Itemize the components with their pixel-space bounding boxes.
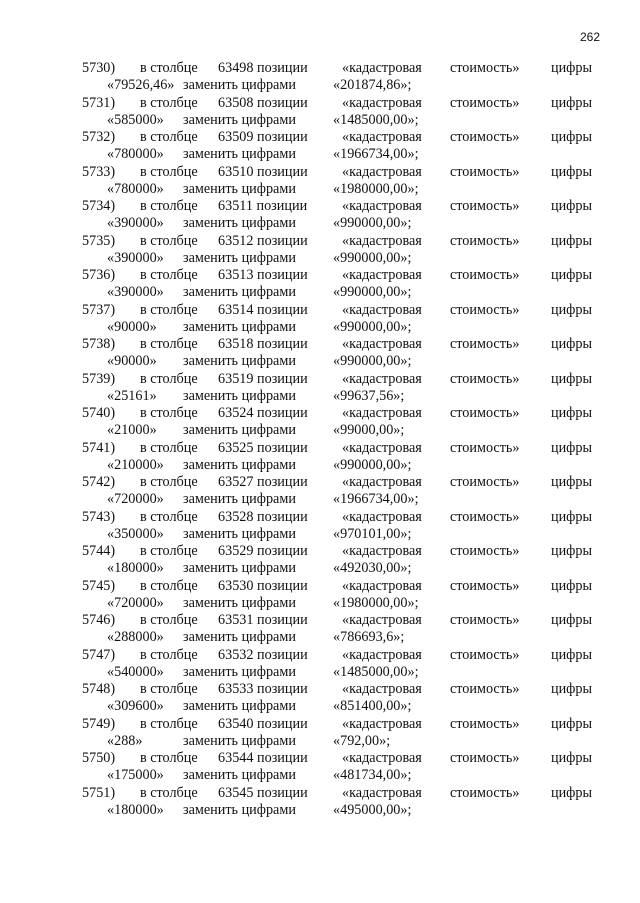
column-code: 63498 bbox=[218, 60, 254, 76]
amendment-list bbox=[0, 60, 640, 819]
cost-word: стоимость» bbox=[450, 232, 520, 249]
replace-text: заменить цифрами bbox=[183, 249, 296, 266]
cost-word: стоимость» bbox=[450, 474, 520, 490]
column-code: 63529 bbox=[218, 543, 254, 559]
cost-word: стоимость» bbox=[450, 543, 520, 559]
new-value: «990000,00»; bbox=[333, 215, 412, 231]
digits-word: цифры bbox=[551, 577, 593, 594]
digits-word: цифры bbox=[551, 784, 593, 801]
new-value: «1966734,00»; bbox=[333, 146, 419, 162]
old-value: «288» bbox=[107, 732, 143, 749]
cadastral-word: «кадастровая bbox=[342, 715, 422, 732]
amendment-item bbox=[0, 267, 640, 302]
in-column-text: в столбце bbox=[140, 60, 198, 76]
in-column-text: в столбце bbox=[140, 405, 198, 421]
cadastral-word: «кадастровая bbox=[342, 60, 422, 76]
replace-text: заменить цифрами bbox=[183, 353, 296, 369]
cadastral-word: «кадастровая bbox=[342, 163, 422, 180]
new-value: «481734,00»; bbox=[333, 767, 412, 783]
cadastral-word: «кадастровая bbox=[342, 439, 422, 456]
column-code: 63528 bbox=[218, 508, 254, 525]
amendment-item bbox=[0, 750, 640, 785]
replace-text: заменить цифрами bbox=[183, 732, 296, 749]
item-number: 5731) bbox=[82, 94, 116, 111]
in-column-text: в столбце bbox=[140, 577, 198, 594]
old-value: «390000» bbox=[107, 249, 164, 266]
column-position bbox=[218, 612, 308, 629]
item-number: 5732) bbox=[82, 129, 116, 145]
cadastral-word: «кадастровая bbox=[342, 129, 422, 145]
column-code: 63511 bbox=[218, 198, 253, 214]
position-word: позиции bbox=[257, 370, 308, 387]
cost-word: стоимость» bbox=[450, 715, 520, 732]
in-column-text: в столбце bbox=[140, 232, 198, 249]
cost-word: стоимость» bbox=[450, 577, 520, 594]
position-word: позиции bbox=[257, 543, 308, 559]
column-position bbox=[218, 785, 308, 802]
amendment-item bbox=[0, 647, 640, 682]
cadastral-word: «кадастровая bbox=[342, 612, 422, 628]
in-column-text: в столбце bbox=[140, 267, 198, 283]
position-word: позиции bbox=[257, 439, 308, 456]
amendment-item bbox=[0, 785, 640, 820]
column-position bbox=[218, 267, 308, 284]
replace-text: заменить цифрами bbox=[183, 111, 296, 128]
column-code: 63527 bbox=[218, 474, 254, 490]
cost-word: стоимость» bbox=[450, 301, 520, 318]
position-word: позиции bbox=[257, 405, 308, 421]
amendment-item bbox=[0, 60, 640, 95]
item-number: 5737) bbox=[82, 301, 116, 318]
item-number: 5734) bbox=[82, 198, 116, 214]
column-position bbox=[218, 164, 308, 181]
digits-word: цифры bbox=[551, 543, 593, 559]
position-word: позиции bbox=[257, 129, 308, 145]
new-value: «970101,00»; bbox=[333, 525, 412, 542]
page-number: 262 bbox=[579, 30, 600, 44]
in-column-text: в столбце bbox=[140, 370, 198, 387]
position-word: позиции bbox=[256, 198, 308, 214]
in-column-text: в столбце bbox=[140, 681, 198, 697]
column-code: 63510 bbox=[218, 163, 254, 180]
cost-word: стоимость» bbox=[450, 681, 520, 697]
column-code: 63530 bbox=[218, 577, 254, 594]
amendment-item bbox=[0, 233, 640, 268]
digits-word: цифры bbox=[551, 405, 593, 421]
replace-text: заменить цифрами bbox=[183, 525, 296, 542]
column-position bbox=[218, 509, 308, 526]
new-value: «1485000,00»; bbox=[333, 663, 419, 680]
in-column-text: в столбце bbox=[140, 784, 198, 801]
in-column-text: в столбце bbox=[140, 715, 198, 732]
digits-word: цифры bbox=[551, 681, 593, 697]
amendment-item bbox=[0, 543, 640, 578]
cadastral-word: «кадастровая bbox=[342, 750, 422, 766]
cost-word: стоимость» bbox=[450, 439, 520, 456]
digits-word: цифры bbox=[551, 370, 593, 387]
new-value: «990000,00»; bbox=[333, 249, 412, 266]
cadastral-word: «кадастровая bbox=[342, 94, 422, 111]
digits-word: цифры bbox=[551, 439, 593, 456]
digits-word: цифры bbox=[551, 60, 593, 76]
cadastral-word: «кадастровая bbox=[342, 646, 422, 663]
column-position bbox=[218, 371, 308, 388]
old-value: «21000» bbox=[107, 422, 157, 438]
in-column-text: в столбце bbox=[140, 474, 198, 490]
new-value: «1485000,00»; bbox=[333, 111, 419, 128]
old-value: «25161» bbox=[107, 387, 157, 404]
new-value: «990000,00»; bbox=[333, 284, 412, 300]
amendment-item bbox=[0, 198, 640, 233]
amendment-item bbox=[0, 509, 640, 544]
column-position bbox=[218, 543, 308, 560]
digits-word: цифры bbox=[551, 508, 593, 525]
in-column-text: в столбце bbox=[140, 336, 198, 352]
column-position bbox=[218, 440, 308, 457]
old-value: «90000» bbox=[107, 318, 157, 335]
position-word: позиции bbox=[257, 336, 308, 352]
cost-word: стоимость» bbox=[450, 370, 520, 387]
item-number: 5743) bbox=[82, 508, 116, 525]
column-code: 63524 bbox=[218, 405, 254, 421]
replace-text: заменить цифрами bbox=[183, 284, 296, 300]
column-code: 63540 bbox=[218, 715, 254, 732]
replace-text: заменить цифрами bbox=[183, 698, 296, 714]
replace-text: заменить цифрами bbox=[183, 560, 296, 576]
position-word: позиции bbox=[257, 163, 308, 180]
replace-text: заменить цифрами bbox=[183, 663, 296, 680]
new-value: «990000,00»; bbox=[333, 353, 412, 369]
column-code: 63509 bbox=[218, 129, 254, 145]
amendment-item bbox=[0, 95, 640, 130]
digits-word: цифры bbox=[551, 198, 593, 214]
position-word: позиции bbox=[257, 646, 308, 663]
in-column-text: в столбце bbox=[140, 612, 198, 628]
cadastral-word: «кадастровая bbox=[342, 405, 422, 421]
position-word: позиции bbox=[257, 715, 308, 732]
position-word: позиции bbox=[257, 577, 308, 594]
amendment-item bbox=[0, 716, 640, 751]
old-value: «720000» bbox=[107, 491, 164, 507]
old-value: «79526,46» bbox=[107, 77, 175, 93]
old-value: «309600» bbox=[107, 698, 164, 714]
item-number: 5746) bbox=[82, 612, 116, 628]
position-word: позиции bbox=[257, 508, 308, 525]
new-value: «495000,00»; bbox=[333, 801, 412, 818]
cadastral-word: «кадастровая bbox=[342, 198, 422, 214]
position-word: позиции bbox=[257, 60, 308, 76]
cadastral-word: «кадастровая bbox=[342, 681, 422, 697]
cost-word: стоимость» bbox=[450, 646, 520, 663]
new-value: «1980000,00»; bbox=[333, 180, 419, 197]
new-value: «792,00»; bbox=[333, 732, 391, 749]
cadastral-word: «кадастровая bbox=[342, 370, 422, 387]
cadastral-word: «кадастровая bbox=[342, 543, 422, 559]
position-word: позиции bbox=[257, 94, 308, 111]
replace-text: заменить цифрами bbox=[183, 594, 296, 611]
amendment-item bbox=[0, 474, 640, 509]
replace-text: заменить цифрами bbox=[183, 215, 296, 231]
old-value: «210000» bbox=[107, 456, 164, 473]
column-position bbox=[218, 302, 308, 319]
amendment-item bbox=[0, 164, 640, 199]
old-value: «390000» bbox=[107, 215, 164, 231]
cost-word: стоимость» bbox=[450, 94, 520, 111]
item-number: 5733) bbox=[82, 163, 116, 180]
column-position bbox=[218, 750, 308, 767]
position-word: позиции bbox=[257, 232, 308, 249]
position-word: позиции bbox=[257, 474, 308, 490]
position-word: позиции bbox=[257, 301, 308, 318]
column-code: 63512 bbox=[218, 232, 254, 249]
replace-text: заменить цифрами bbox=[183, 77, 296, 93]
item-number: 5748) bbox=[82, 681, 116, 697]
digits-word: цифры bbox=[551, 646, 593, 663]
cadastral-word: «кадастровая bbox=[342, 474, 422, 490]
new-value: «1980000,00»; bbox=[333, 594, 419, 611]
cost-word: стоимость» bbox=[450, 336, 520, 352]
item-number: 5730) bbox=[82, 60, 116, 76]
amendment-item bbox=[0, 302, 640, 337]
digits-word: цифры bbox=[551, 612, 593, 628]
replace-text: заменить цифрами bbox=[183, 387, 296, 404]
replace-text: заменить цифрами bbox=[183, 422, 296, 438]
digits-word: цифры bbox=[551, 715, 593, 732]
replace-text: заменить цифрами bbox=[183, 146, 296, 162]
cadastral-word: «кадастровая bbox=[342, 508, 422, 525]
replace-text: заменить цифрами bbox=[183, 318, 296, 335]
column-position bbox=[218, 233, 308, 250]
amendment-item bbox=[0, 129, 640, 164]
column-code: 63518 bbox=[218, 336, 254, 352]
item-number: 5749) bbox=[82, 715, 116, 732]
column-code: 63544 bbox=[218, 750, 254, 766]
in-column-text: в столбце bbox=[140, 198, 198, 214]
old-value: «390000» bbox=[107, 284, 164, 300]
old-value: «585000» bbox=[107, 111, 164, 128]
new-value: «99000,00»; bbox=[333, 422, 405, 438]
old-value: «350000» bbox=[107, 525, 164, 542]
digits-word: цифры bbox=[551, 267, 593, 283]
column-position bbox=[218, 198, 307, 215]
position-word: позиции bbox=[257, 612, 308, 628]
column-position bbox=[218, 716, 308, 733]
new-value: «786693,6»; bbox=[333, 629, 405, 645]
item-number: 5735) bbox=[82, 232, 116, 249]
cost-word: стоимость» bbox=[450, 750, 520, 766]
in-column-text: в столбце bbox=[140, 301, 198, 318]
replace-text: заменить цифрами bbox=[183, 491, 296, 507]
cadastral-word: «кадастровая bbox=[342, 577, 422, 594]
in-column-text: в столбце bbox=[140, 439, 198, 456]
replace-text: заменить цифрами bbox=[183, 767, 296, 783]
in-column-text: в столбце bbox=[140, 543, 198, 559]
in-column-text: в столбце bbox=[140, 94, 198, 111]
cost-word: стоимость» bbox=[450, 405, 520, 421]
cost-word: стоимость» bbox=[450, 612, 520, 628]
column-code: 63525 bbox=[218, 439, 254, 456]
column-code: 63532 bbox=[218, 646, 254, 663]
digits-word: цифры bbox=[551, 336, 593, 352]
amendment-item bbox=[0, 405, 640, 440]
amendment-item bbox=[0, 336, 640, 371]
in-column-text: в столбце bbox=[140, 163, 198, 180]
column-code: 63531 bbox=[218, 612, 254, 628]
column-position bbox=[218, 60, 308, 77]
old-value: «288000» bbox=[107, 629, 164, 645]
old-value: «180000» bbox=[107, 801, 164, 818]
new-value: «990000,00»; bbox=[333, 456, 412, 473]
item-number: 5738) bbox=[82, 336, 116, 352]
replace-text: заменить цифрами bbox=[183, 456, 296, 473]
new-value: «492030,00»; bbox=[333, 560, 412, 576]
cost-word: стоимость» bbox=[450, 784, 520, 801]
column-code: 63533 bbox=[218, 681, 254, 697]
column-code: 63514 bbox=[218, 301, 254, 318]
item-number: 5736) bbox=[82, 267, 116, 283]
new-value: «99637,56»; bbox=[333, 387, 405, 404]
column-code: 63545 bbox=[218, 784, 254, 801]
cadastral-word: «кадастровая bbox=[342, 301, 422, 318]
old-value: «540000» bbox=[107, 663, 164, 680]
item-number: 5739) bbox=[82, 370, 116, 387]
cadastral-word: «кадастровая bbox=[342, 232, 422, 249]
new-value: «201874,86»; bbox=[333, 77, 412, 93]
in-column-text: в столбце bbox=[140, 508, 198, 525]
position-word: позиции bbox=[257, 267, 308, 283]
digits-word: цифры bbox=[551, 474, 593, 490]
item-number: 5744) bbox=[82, 543, 116, 559]
in-column-text: в столбце bbox=[140, 129, 198, 145]
amendment-item bbox=[0, 612, 640, 647]
old-value: «780000» bbox=[107, 180, 164, 197]
old-value: «180000» bbox=[107, 560, 164, 576]
item-number: 5740) bbox=[82, 405, 116, 421]
item-number: 5742) bbox=[82, 474, 116, 490]
cadastral-word: «кадастровая bbox=[342, 336, 422, 352]
new-value: «1966734,00»; bbox=[333, 491, 419, 507]
column-position bbox=[218, 129, 308, 146]
old-value: «780000» bbox=[107, 146, 164, 162]
column-position bbox=[218, 405, 308, 422]
column-position bbox=[218, 474, 308, 491]
column-position bbox=[218, 578, 308, 595]
item-number: 5745) bbox=[82, 577, 116, 594]
digits-word: цифры bbox=[551, 163, 593, 180]
item-number: 5751) bbox=[82, 784, 116, 801]
old-value: «90000» bbox=[107, 353, 157, 369]
old-value: «175000» bbox=[107, 767, 164, 783]
amendment-item bbox=[0, 681, 640, 716]
old-value: «720000» bbox=[107, 594, 164, 611]
cost-word: стоимость» bbox=[450, 129, 520, 145]
amendment-item bbox=[0, 578, 640, 613]
column-position bbox=[218, 95, 308, 112]
replace-text: заменить цифрами bbox=[183, 180, 296, 197]
in-column-text: в столбце bbox=[140, 646, 198, 663]
column-position bbox=[218, 336, 308, 353]
new-value: «851400,00»; bbox=[333, 698, 412, 714]
item-number: 5750) bbox=[82, 750, 116, 766]
cadastral-word: «кадастровая bbox=[342, 784, 422, 801]
column-position bbox=[218, 647, 308, 664]
cost-word: стоимость» bbox=[450, 508, 520, 525]
position-word: позиции bbox=[257, 750, 308, 766]
column-code: 63513 bbox=[218, 267, 254, 283]
in-column-text: в столбце bbox=[140, 750, 198, 766]
digits-word: цифры bbox=[551, 301, 593, 318]
item-number: 5747) bbox=[82, 646, 116, 663]
replace-text: заменить цифрами bbox=[183, 801, 296, 818]
column-position bbox=[218, 681, 308, 698]
replace-text: заменить цифрами bbox=[183, 629, 296, 645]
cost-word: стоимость» bbox=[450, 267, 520, 283]
digits-word: цифры bbox=[551, 750, 593, 766]
cost-word: стоимость» bbox=[450, 198, 520, 214]
digits-word: цифры bbox=[551, 94, 593, 111]
item-number: 5741) bbox=[82, 439, 116, 456]
new-value: «990000,00»; bbox=[333, 318, 412, 335]
cost-word: стоимость» bbox=[450, 60, 520, 76]
amendment-item bbox=[0, 440, 640, 475]
digits-word: цифры bbox=[551, 232, 593, 249]
position-word: позиции bbox=[257, 784, 308, 801]
cadastral-word: «кадастровая bbox=[342, 267, 422, 283]
column-code: 63508 bbox=[218, 94, 254, 111]
amendment-item bbox=[0, 371, 640, 406]
column-code: 63519 bbox=[218, 370, 254, 387]
digits-word: цифры bbox=[551, 129, 593, 145]
position-word: позиции bbox=[257, 681, 308, 697]
cost-word: стоимость» bbox=[450, 163, 520, 180]
